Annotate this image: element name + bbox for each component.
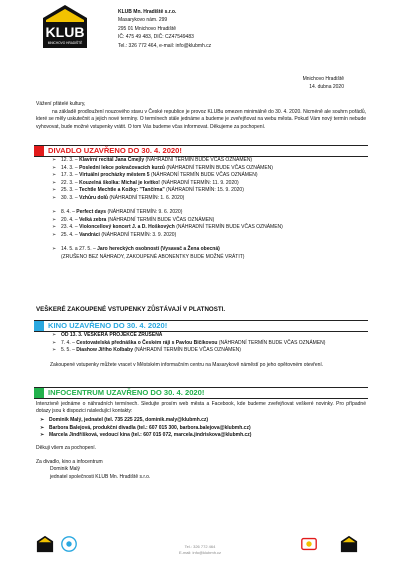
organization-name: KLUB Mn. Hradiště s.r.o. bbox=[118, 9, 177, 15]
greeting: Vážení přátelé kultury, bbox=[36, 101, 86, 107]
footer-logo-left bbox=[36, 535, 54, 553]
list-item: ➢ 14. 5. a 27. 5. – Jaro hereckých osobností (Vysavač a Žena obecná) (ZRUŠENO BEZ NÁHRADY, ZAKOUPENÉ ABONENTKY BUDE MOŽNÉ VRÁTIT) bbox=[52, 246, 372, 261]
list-item: ➢ 20. 4. – Velká zebra (NÁHRADNÍ TERMÍN BUDE VČAS OZNÁMEN) bbox=[52, 217, 372, 225]
place-and-date bbox=[303, 75, 344, 91]
signature-block bbox=[36, 459, 366, 481]
footer-email: E-mail: info@klubmh.cz bbox=[178, 550, 222, 555]
footer-logo-right-1 bbox=[300, 535, 318, 553]
footer-logo-center bbox=[60, 535, 78, 553]
signature-name: Dominik Malý bbox=[50, 466, 81, 473]
list-item: ➢ 7. 4. – Cestovatelská přednáška o Českém ráji s Pavlou Bičíkovou (NÁHRADNÍ TERMÍN BUDE VČAS OZNÁMEN) bbox=[52, 340, 372, 348]
list-item: ➢ 14. 3. – Poslední lekce pokračovacích kurzů (NÁHRADNÍ TERMÍN BUDE VČAS OZNÁMEN) bbox=[52, 165, 372, 173]
cinema-event-list bbox=[52, 332, 372, 355]
list-item: ➢ 23. 4. – Violoncellový koncert J. a D. Hoškových (NÁHRADNÍ TERMÍN BUDE VČAS OZNÁMEN) bbox=[52, 224, 372, 232]
theatre-event-list bbox=[52, 157, 372, 261]
address-line: Masarykovo nám. 299 bbox=[118, 17, 168, 24]
section-marker bbox=[34, 321, 44, 331]
contact-list bbox=[40, 417, 360, 440]
intro-paragraph: na základě prodloužení nouzového stavu v České republice je provoz KLUBu omezen minimálně do 30. 4. 2020. Nicméně ale souhrn pořádů, které se měly uskutečnit a jejich nové termíny. O termínech stále jednáme a budeme je zveřejňovat na webu města. Pokud Vám nový termín nebude vyhovovat, bude možné vstupenky vrátit. O tom Vás budeme včas informovat. Děkujeme za pochopení. bbox=[36, 109, 366, 130]
contact-item: ➢ Dominik Malý, jednatel (tel. 735 225 225, dominik.maly@klubmh.cz) bbox=[40, 417, 360, 425]
list-item: ➢ 17. 3. – Virtuální procházky městem 5 (NÁHRADNÍ TERMÍN BUDE VČAS OZNÁMEN) bbox=[52, 172, 372, 180]
section-marker bbox=[34, 388, 44, 398]
place-city: Mnichovo Hradiště bbox=[302, 76, 344, 82]
footer-phone: Tel.: 326 772 464 bbox=[184, 544, 216, 549]
letter-date: 14. dubna 2020 bbox=[309, 84, 344, 90]
address-line: Tel.: 326 772 464, e-mail: info@klubmh.cz bbox=[118, 42, 212, 49]
contact-item: ➢ Marcela Jindříšková, vedoucí kina (tel.: 607 015 072, marcela.jindriskova@klubmh.cz) bbox=[40, 432, 360, 440]
theatre-section-title: DIVADLO UZAVŘENO DO 30. 4. 2020! bbox=[48, 146, 182, 155]
tickets-valid-notice: VEŠKERÉ ZAKOUPENÉ VSTUPENKY ZŮSTÁVAJÍ V PLATNOSTI. bbox=[36, 306, 226, 313]
address-line: IČ: 475 49 483, DIČ: CZ47549483 bbox=[118, 34, 194, 41]
list-item: ➢ 5. 5. – Diashow Jiřího Kolbaby (NÁHRADNÍ TERMÍN BUDE VČAS OZNÁMEN) bbox=[52, 347, 372, 355]
list-item: ➢ 22. 3. – Kouzelná školka: Michal je kvítko! (NÁHRADNÍ TERMÍN: 11. 9. 2020) bbox=[52, 180, 372, 188]
signature-role: jednatel společnosti KLUB Mn. Hradiště s.r.o. bbox=[50, 473, 151, 480]
list-item: ➢ 12. 3. – Klavírní recitál Jana Čmejly (NÁHRADNÍ TERMÍN BUDE VČAS OZNÁMEN) bbox=[52, 157, 372, 165]
list-item: ➢ 8. 4. – Perfect days (NÁHRADNÍ TERMÍN: 9. 6. 2020) bbox=[52, 209, 372, 217]
list-item: ➢ 25. 3. – Techtle Mechtle a Kožky: "Tančírna" (NÁHRADNÍ TERMÍN: 15. 9. 2020) bbox=[52, 187, 372, 195]
klub-logo bbox=[40, 4, 90, 50]
organization-address bbox=[118, 8, 211, 50]
list-item: ➢ 25. 4. – Vandráci (NÁHRADNÍ TERMÍN: 3. 9. 2020) bbox=[52, 232, 372, 240]
theatre-section-header bbox=[34, 145, 368, 157]
list-item: ➢ OD 13. 3. VEŠKERÁ PROJEKCE ZRUŠENA bbox=[52, 332, 372, 340]
contact-item: ➢ Barbora Balejová, produkční divadla (tel.: 607 015 300, barbora.balejova@klubmh.cz) bbox=[40, 425, 360, 433]
cinema-section-header bbox=[34, 320, 368, 332]
cinema-section-title: KINO UZAVŘENO DO 30. 4. 2020! bbox=[48, 321, 168, 330]
svg-text:MNICHOVO HRADIŠTĚ: MNICHOVO HRADIŠTĚ bbox=[47, 41, 83, 45]
section-marker bbox=[34, 146, 44, 156]
cinema-ticket-note: Zakoupené vstupenky můžete vracet v Městském informačním centru na Masarykově náměstí po jeho opětovném otevření. bbox=[50, 362, 324, 368]
info-section-title: INFOCENTRUM UZAVŘENO DO 30. 4. 2020! bbox=[48, 388, 205, 397]
footer-logo-right-2 bbox=[340, 535, 358, 553]
svg-text:KLUB: KLUB bbox=[45, 24, 85, 40]
info-section-header bbox=[34, 387, 368, 399]
address-line: 295 01 Mnichovo Hradiště bbox=[118, 25, 177, 32]
info-intro: Intenzivně jednáme o náhradních termínech. Sledujte prosím web města a Facebook, kde budeme zveřejňovat veškeré novinky. Pro případné dotazy jsou k dispozici následující kontakty: bbox=[36, 401, 366, 415]
signature-line: Za divadlo, kino a infocentrum bbox=[36, 459, 103, 465]
thanks-line: Děkuji všem za pochopení. bbox=[36, 445, 97, 451]
list-item: ➢ 30. 3. – Vzhůru dolů (NÁHRADNÍ TERMÍN: 1. 6. 2020) bbox=[52, 195, 372, 203]
